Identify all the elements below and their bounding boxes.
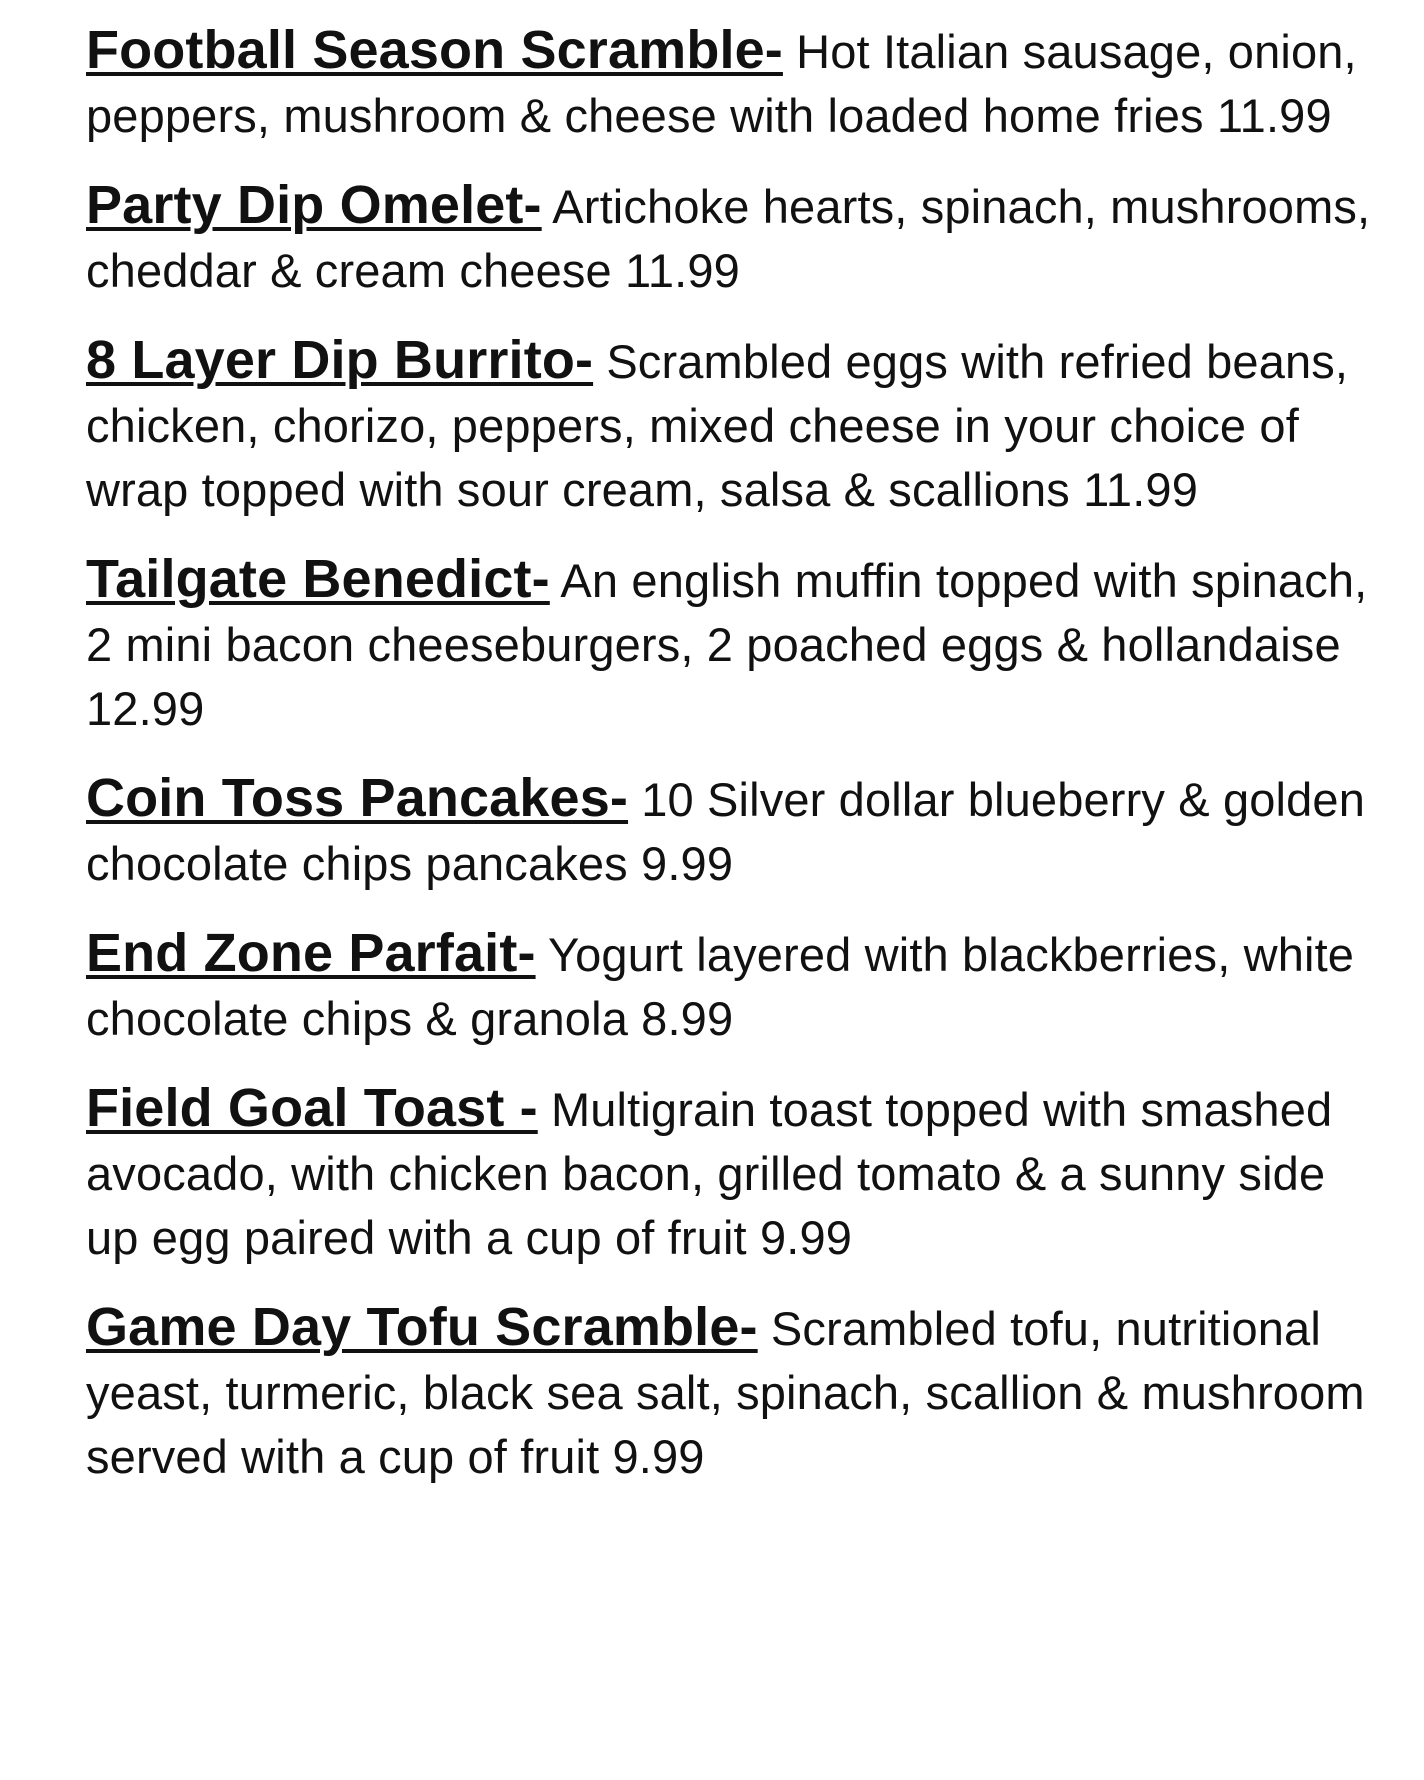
menu-item-description: Yogurt layered with blackberries, white chocolate chips & granola 8.99 [86, 928, 1355, 1045]
menu-item-8-layer-dip-burrito [86, 328, 1386, 522]
menu-item-description: Multigrain toast topped with smashed avocado, with chicken bacon, grilled tomato & a sunny side up egg paired with a cup of fruit 9.99 [86, 1083, 1333, 1264]
menu-item-description: 10 Silver dollar blueberry & golden chocolate chips pancakes 9.99 [86, 773, 1365, 890]
menu-item-name: Party Dip Omelet- [86, 175, 542, 235]
menu-item-coin-toss-pancakes [86, 766, 1386, 896]
menu-item-name: 8 Layer Dip Burrito- [86, 330, 594, 390]
menu-item-name: Field Goal Toast - [86, 1078, 538, 1138]
menu-item-party-dip-omelet [86, 173, 1386, 303]
menu-item-name: Coin Toss Pancakes- [86, 768, 629, 828]
menu-item-description: Scrambled eggs with refried beans, chicken, chorizo, peppers, mixed cheese in your choice of wrap topped with sour cream, salsa & scallions 11.99 [86, 335, 1349, 516]
menu-item-end-zone-parfait [86, 921, 1386, 1051]
menu-item-name: Game Day Tofu Scramble- [86, 1297, 758, 1357]
menu-item-name: Tailgate Benedict- [86, 549, 550, 609]
menu-item-name: End Zone Parfait- [86, 923, 536, 983]
menu-item-tailgate-benedict [86, 547, 1386, 741]
menu-item-game-day-tofu-scramble [86, 1295, 1386, 1489]
menu-item-description: Hot Italian sausage, onion, peppers, mushroom & cheese with loaded home fries 11.99 [86, 25, 1357, 142]
menu-item-name: Football Season Scramble- [86, 20, 783, 80]
menu-list [86, 18, 1386, 1514]
menu-item-description: Artichoke hearts, spinach, mushrooms, cheddar & cream cheese 11.99 [86, 180, 1371, 297]
menu-item-description: Scrambled tofu, nutritional yeast, turmeric, black sea salt, spinach, scallion & mushroom served with a cup of fruit 9.99 [86, 1302, 1365, 1483]
menu-item-field-goal-toast [86, 1076, 1386, 1270]
menu-item-football-season-scramble [86, 18, 1386, 148]
menu-item-description: An english muffin topped with spinach, 2 mini bacon cheeseburgers, 2 poached eggs & hollandaise 12.99 [86, 554, 1368, 735]
